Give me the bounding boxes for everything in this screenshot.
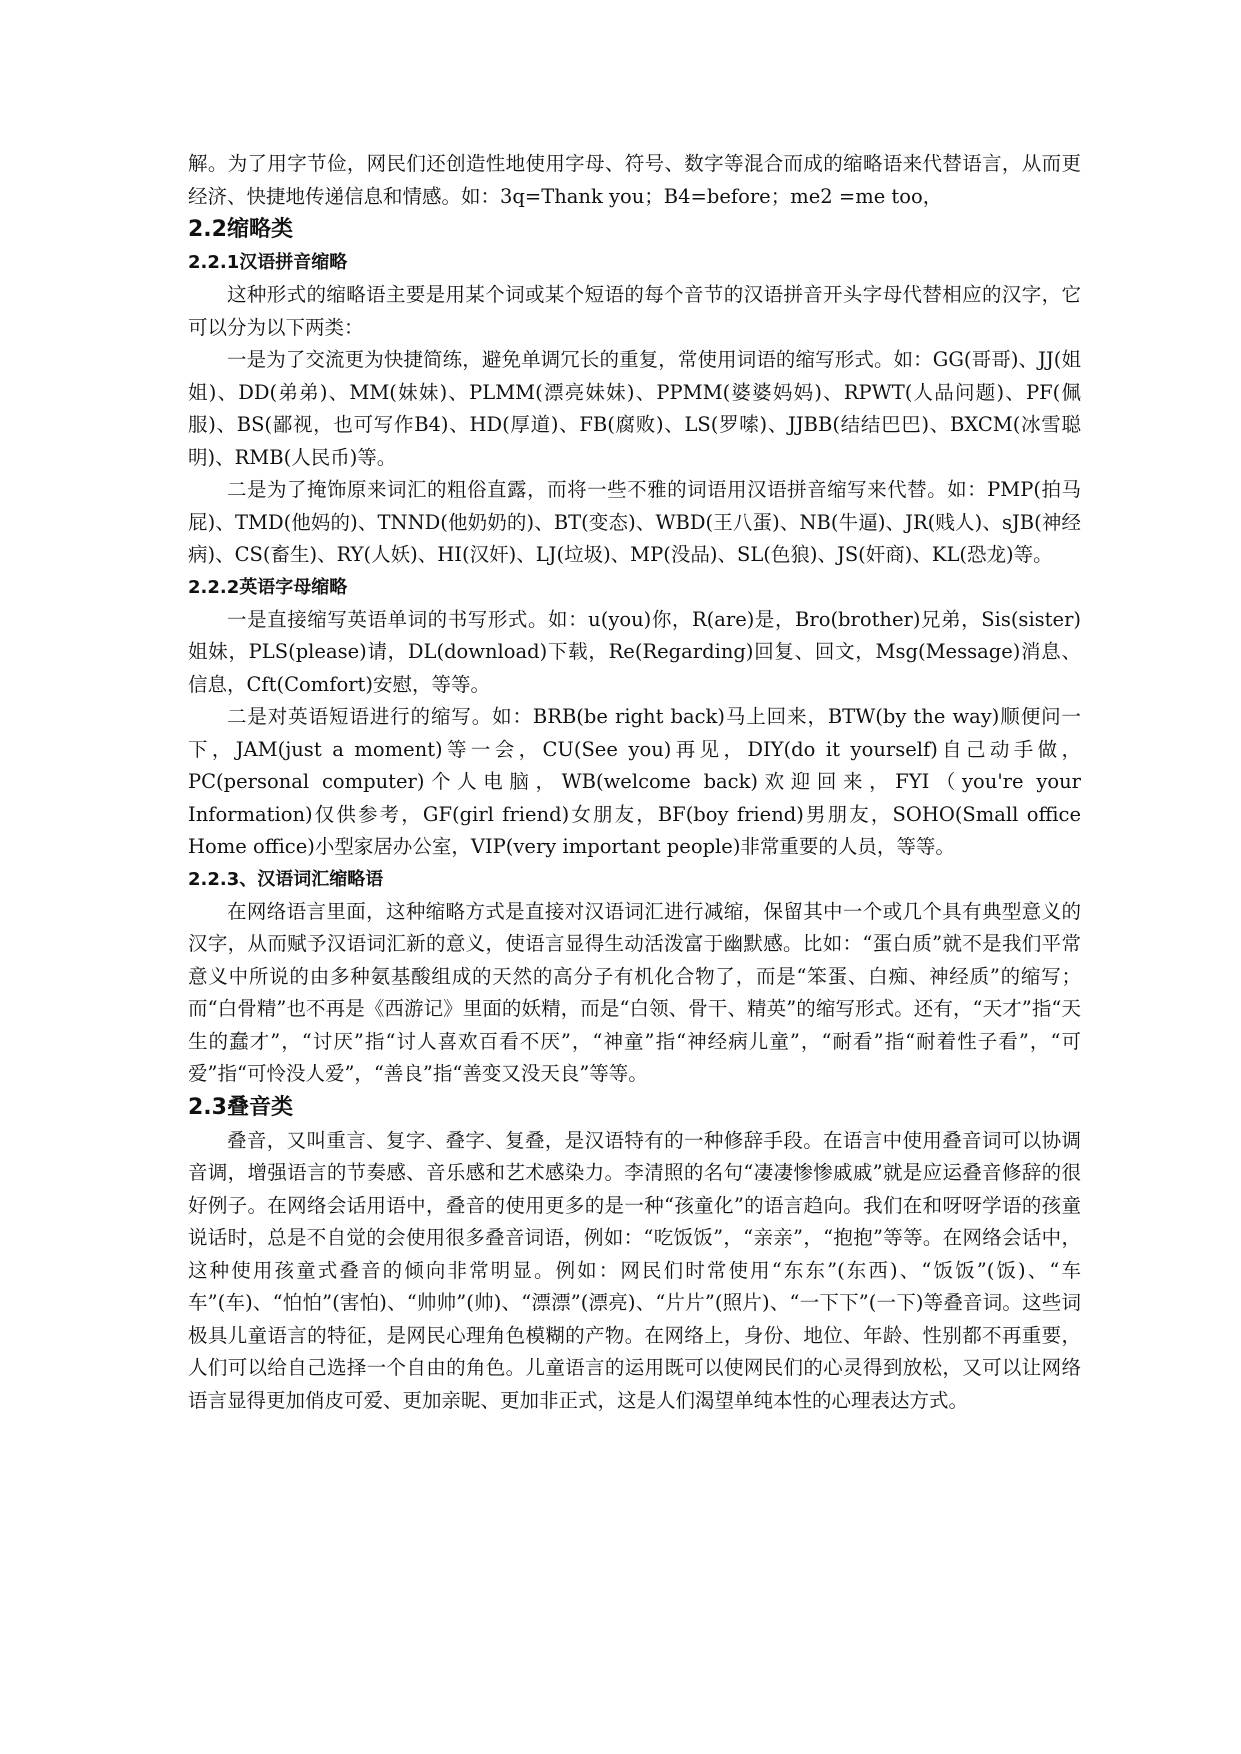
subsection-heading-2-2-1: 2.2.1汉语拼音缩略 [188, 252, 348, 273]
intro-paragraph: 解。为了用字节俭，网民们还创造性地使用字母、符号、数字等混合而成的缩略语来代替语言，从而更经济、快捷地传递信息和情感。如：3q=Thank you；B4=before；me2 =me too， [188, 152, 1081, 208]
paragraph-2-2-3-a: 在网络语言里面，这种缩略方式是直接对汉语词汇进行减缩，保留其中一个或几个具有典型意义的汉字，从而赋予汉语词汇新的意义，使语言显得生动活泼富于幽默感。比如：“蛋白质”就不是我们平常意义中所说的由多种氨基酸组成的天然的高分子有机化合物了，而是“笨蛋、白痴、神经质”的缩写；而“白骨精”也不再是《西游记》里面的妖精，而是“白领、骨干、精英”的缩写形式。还有，“天才”指“天生的蠢才”，“讨厌”指“讨人喜欢百看不厌”，“神童”指“神经病儿童”，“耐看”指“耐着性子看”，“可爱”指“可怜没人爱”，“善良”指“善变又没天良”等等。 [188, 899, 1081, 1085]
subsection-heading-2-2-3: 2.2.3、汉语词汇缩略语 [188, 868, 384, 890]
section-heading-2-3: 2.3叠音类 [188, 1094, 293, 1120]
paragraph-2-2-1-b: 一是为了交流更为快捷简练，避免单调冗长的重复，常使用词语的缩写形式。如：GG(哥哥)、JJ(姐姐)、DD(弟弟)、MM(妹妹)、PLMM(漂亮妹妹)、PPMM(婆婆妈妈)、RPWT(人品问题)、PF(佩服)、BS(鄙视，也可写作B4)、HD(厚道)、FB(腐败)、LS(罗嗦)、JJBB(结结巴巴)、BXCM(冰雪聪明)、RMB(人民币)等。 [188, 348, 1081, 469]
paragraph-2-2-2-a: 一是直接缩写英语单词的书写形式。如：u(you)你，R(are)是，Bro(brother)兄弟，Sis(sister)姐妹，PLS(please)请，DL(download)下载，Re(Regarding)回复、回文，Msg(Message)消息、信息，Cft(Comfort)安慰，等等。 [188, 607, 1081, 696]
paragraph-2-2-2-b: 二是对英语短语进行的缩写。如：BRB(be right back)马上回来，BTW(by the way)顺便问一下，JAM(just a moment)等一会，CU(See you)再见，DIY(do it yourself)自己动手做，PC(personal computer)个人电脑，WB(welcome back)欢迎回来，FYI（you're your Information)仅供参考，GF(girl friend)女朋友，BF(boy friend)男朋友，SOHO(Small office Home office)小型家居办公室，VIP(very important people)非常重要的人员，等等。 [188, 705, 1081, 858]
section-heading-2-2: 2.2缩略类 [188, 217, 293, 242]
paragraph-2-3-a: 叠音，又叫重言、复字、叠字、复叠，是汉语特有的一种修辞手段。在语言中使用叠音词可以协调音调，增强语言的节奏感、音乐感和艺术感染力。李清照的名句“凄凄惨惨戚戚”就是应运叠音修辞的很好例子。在网络会话用语中，叠音的使用更多的是一种“孩童化”的语言趋向。我们在和呀呀学语的孩童说话时，总是不自觉的会使用很多叠音词语，例如：“吃饭饭”，“亲亲”，“抱抱”等等。在网络会话中，这种使用孩童式叠音的倾向非常明显。例如：网民们时常使用“东东”(东西)、“饭饭”(饭)、“车车”(车)、“怕怕”(害怕)、“帅帅”(帅)、“漂漂”(漂亮)、“片片”(照片)、“一下下”(一下)等叠音词。这些词极具儿童语言的特征，是网民心理角色模糊的产物。在网络上，身份、地位、年龄、性别都不再重要，人们可以给自己选择一个自由的角色。儿童语言的运用既可以使网民们的心灵得到放松，又可以让网络语言显得更加俏皮可爱、更加亲昵、更加非正式，这是人们渴望单纯本性的心理表达方式。 [188, 1128, 1081, 1412]
paragraph-2-2-1-c: 二是为了掩饰原来词汇的粗俗直露，而将一些不雅的词语用汉语拼音缩写来代替。如：PMP(拍马屁)、TMD(他妈的)、TNND(他奶奶的)、BT(变态)、WBD(王八蛋)、NB(牛逼)、JR(贱人)、sJB(神经病)、CS(畜生)、RY(人妖)、HI(汉奸)、LJ(垃圾)、MP(没品)、SL(色狼)、JS(奸商)、KL(恐龙)等。 [188, 478, 1081, 566]
paragraph-2-2-1-a: 这种形式的缩略语主要是用某个词或某个短语的每个音节的汉语拼音开头字母代替相应的汉字，它可以分为以下两类： [188, 283, 1081, 339]
subsection-heading-2-2-2: 2.2.2英语字母缩略 [188, 576, 348, 598]
